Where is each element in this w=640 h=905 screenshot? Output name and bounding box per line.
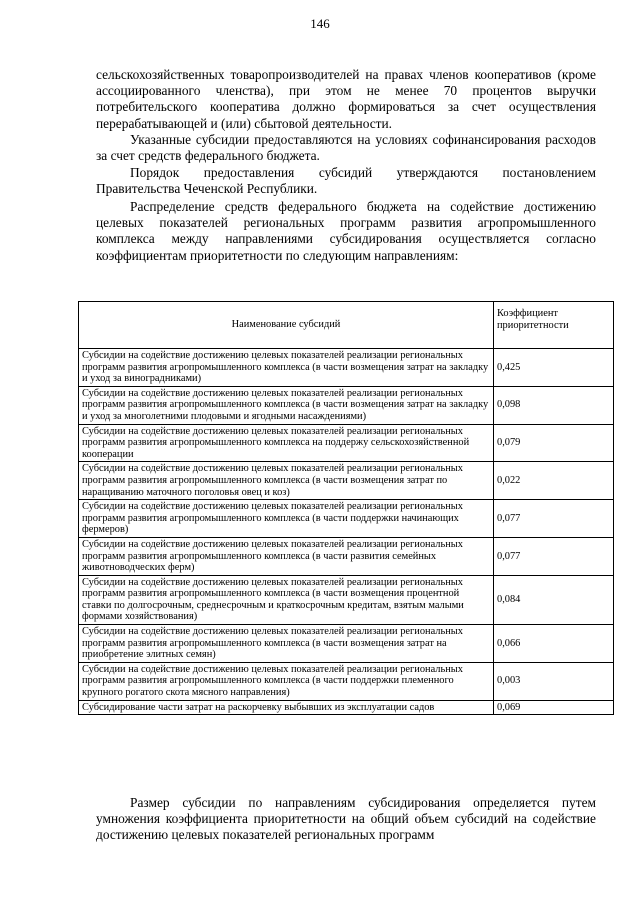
subsidy-name-cell: Субсидии на содействие достижению целевых показателей реализации региональных программ развития агропромышленного комплекса (в части поддержки племенного крупного рогатого скота мясного направления) [79, 662, 494, 700]
coefficient-cell: 0,084 [494, 575, 614, 624]
subsidy-name-cell: Субсидии на содействие достижению целевых показателей реализации региональных программ развития агропромышленного комплекса (в части развития семейных животноводческих ферм) [79, 537, 494, 575]
coefficient-cell: 0,077 [494, 500, 614, 538]
header-subsidy-name: Наименование субсидий [79, 302, 494, 349]
table-row [79, 700, 614, 715]
paragraph-cofinancing: Указанные субсидии предоставляются на условиях софинансирования расходов за счет средств федерального бюджета. [96, 132, 596, 164]
table-row [79, 662, 614, 700]
coefficient-cell: 0,003 [494, 662, 614, 700]
subsidy-name-cell: Субсидии на содействие достижению целевых показателей реализации региональных программ развития агропромышленного комплекса (в части поддержки начинающих фермеров) [79, 500, 494, 538]
coefficient-cell: 0,425 [494, 349, 614, 387]
subsidy-priority-table [78, 301, 614, 715]
table-row [79, 462, 614, 500]
paragraph-procedure: Порядок предоставления субсидий утверждаются постановлением Правительства Чеченской Республики. [96, 165, 596, 197]
subsidy-name-cell: Субсидирование части затрат на раскорчевку выбывших из эксплуатации садов [79, 700, 494, 715]
header-priority-coefficient: Коэффициент приоритетности [494, 302, 614, 349]
subsidy-name-cell: Субсидии на содействие достижению целевых показателей реализации региональных программ развития агропромышленного комплекса (в части возмещения затрат на закладку и уход за многолетними плодовыми и ягодными насаждениями) [79, 386, 494, 424]
coefficient-cell: 0,079 [494, 424, 614, 462]
subsidy-name-cell: Субсидии на содействие достижению целевых показателей реализации региональных программ развития агропромышленного комплекса (в части возмещения затрат по наращиванию маточного поголовья овец и коз) [79, 462, 494, 500]
table-row [79, 349, 614, 387]
subsidy-name-cell: Субсидии на содействие достижению целевых показателей реализации региональных программ развития агропромышленного комплекса (в части возмещения процентной ставки по долгосрочным, среднесрочным и краткосрочным кредитам, взятым малыми формами хозяйствования) [79, 575, 494, 624]
subsidy-name-cell: Субсидии на содействие достижению целевых показателей реализации региональных программ развития агропромышленного комплекса (в части возмещения затрат на закладку и уход за виноградниками) [79, 349, 494, 387]
coefficient-cell: 0,066 [494, 625, 614, 663]
table-row [79, 575, 614, 624]
table-row [79, 625, 614, 663]
table-row [79, 386, 614, 424]
table-row [79, 424, 614, 462]
paragraph-cooperatives: сельскохозяйственных товаропроизводителей на правах членов кооперативов (кроме ассоциированного членства), при этом не менее 70 процентов выручки потребительского кооператива должно формироваться за счет осуществления перерабатывающей и (или) сбытовой деятельности. [96, 67, 596, 131]
coefficient-cell: 0,022 [494, 462, 614, 500]
page-number: 146 [310, 16, 330, 31]
paragraph-distribution: Распределение средств федерального бюджета на содействие достижению целевых показателей региональных программ развития агропромышленного комплекса между направлениями субсидирования осуществляется согласно коэффициентам приоритетности по следующим направлениям: [96, 199, 596, 263]
subsidy-name-cell: Субсидии на содействие достижению целевых показателей реализации региональных программ развития агропромышленного комплекса на поддержу сельскохозяйственной кооперации [79, 424, 494, 462]
paragraph-subsidy-size: Размер субсидии по направлениям субсидирования определяется путем умножения коэффициента приоритетности на общий объем субсидий на содействие достижению целевых показателей региональных программ [96, 795, 596, 843]
table-row [79, 537, 614, 575]
coefficient-cell: 0,069 [494, 700, 614, 715]
subsidy-name-cell: Субсидии на содействие достижению целевых показателей реализации региональных программ развития агропромышленного комплекса (в части возмещения затрат на приобретение элитных семян) [79, 625, 494, 663]
coefficient-cell: 0,077 [494, 537, 614, 575]
coefficient-cell: 0,098 [494, 386, 614, 424]
table-header-row [79, 302, 614, 349]
table-row [79, 500, 614, 538]
